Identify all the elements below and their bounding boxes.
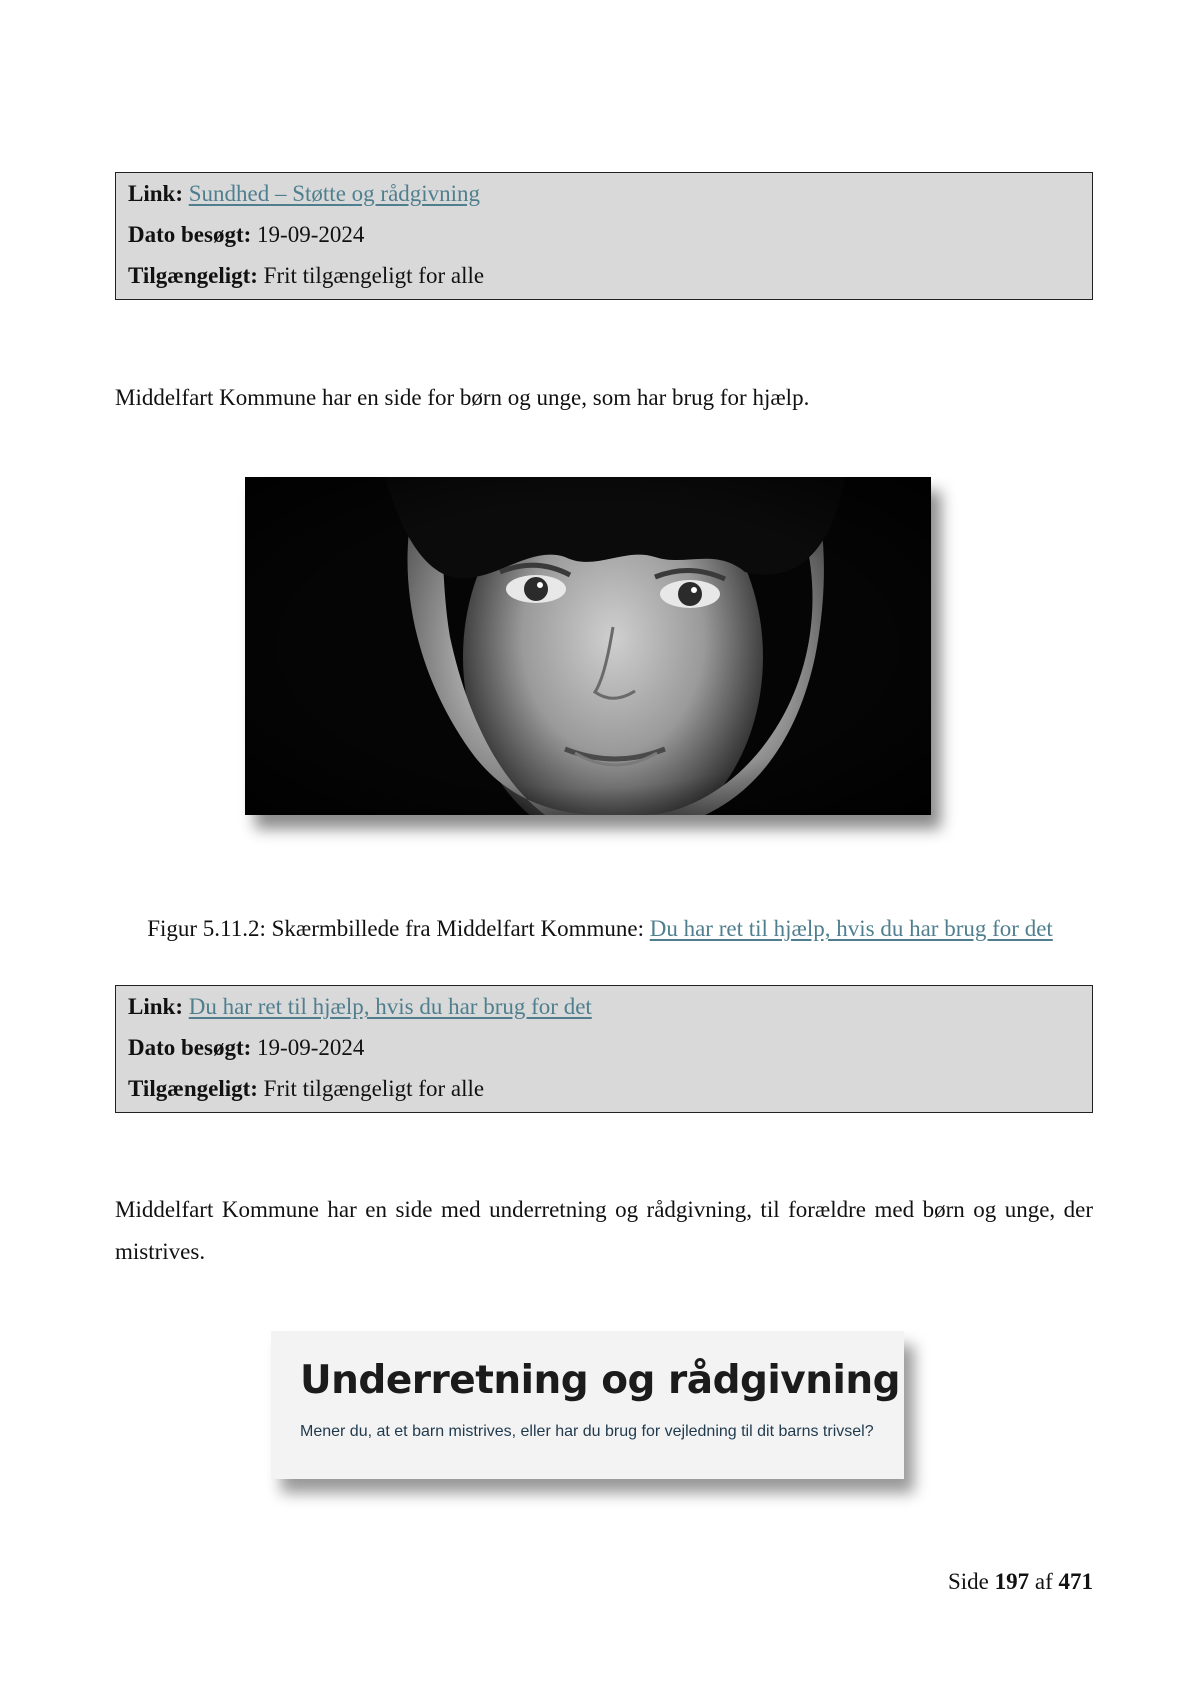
paragraph-1: Middelfart Kommune har en side for børn og unge, som har brug for hjælp. [115, 385, 810, 410]
website-screenshot [271, 1331, 904, 1479]
caption-text: Figur 5.11.2: Skærmbillede fra Middelfart Kommune: [147, 916, 644, 941]
page-number [948, 1566, 1093, 1598]
info-date-row [116, 214, 1092, 255]
info-access-row [116, 1068, 1092, 1109]
info-date-row [116, 1027, 1092, 1068]
date-label: Dato besøgt: [128, 222, 252, 247]
info-box-2 [115, 985, 1093, 1113]
figure-photo [245, 477, 931, 815]
page-label-side: Side [947, 1569, 989, 1594]
link-label: Link: [128, 181, 183, 206]
source-link[interactable]: Sundhed – Støtte og rådgivning [188, 181, 481, 206]
page-current: 197 [994, 1569, 1030, 1594]
caption-link[interactable]: Du har ret til hjælp, hvis du har brug for det [649, 916, 1053, 941]
figure-caption [0, 912, 1200, 946]
date-value: 19-09-2024 [257, 222, 365, 247]
access-label: Tilgængeligt: [128, 1076, 258, 1101]
date-label: Dato besøgt: [128, 1035, 252, 1060]
paragraph-2: Middelfart Kommune har en side med underretning og rådgivning, til forældre med børn og unge, der mistrives. [115, 1197, 1093, 1264]
screenshot-heading: Underretning og rådgivning [300, 1358, 901, 1403]
access-value: Frit tilgængeligt for alle [263, 263, 485, 288]
info-link-row [116, 173, 1092, 214]
screenshot-subtitle: Mener du, at et barn mistrives, eller har du brug for vejledning til dit barns trivsel? [300, 1423, 874, 1440]
page-total: 471 [1058, 1569, 1093, 1594]
info-box-1 [115, 172, 1093, 300]
link-label: Link: [128, 994, 183, 1019]
access-value: Frit tilgængeligt for alle [263, 1076, 485, 1101]
source-link[interactable]: Du har ret til hjælp, hvis du har brug for det [188, 994, 592, 1019]
page-label-af: af [1034, 1569, 1053, 1594]
info-link-row [116, 986, 1092, 1027]
date-value: 19-09-2024 [257, 1035, 365, 1060]
info-access-row [116, 255, 1092, 296]
access-label: Tilgængeligt: [128, 263, 258, 288]
child-portrait-image [245, 477, 931, 815]
